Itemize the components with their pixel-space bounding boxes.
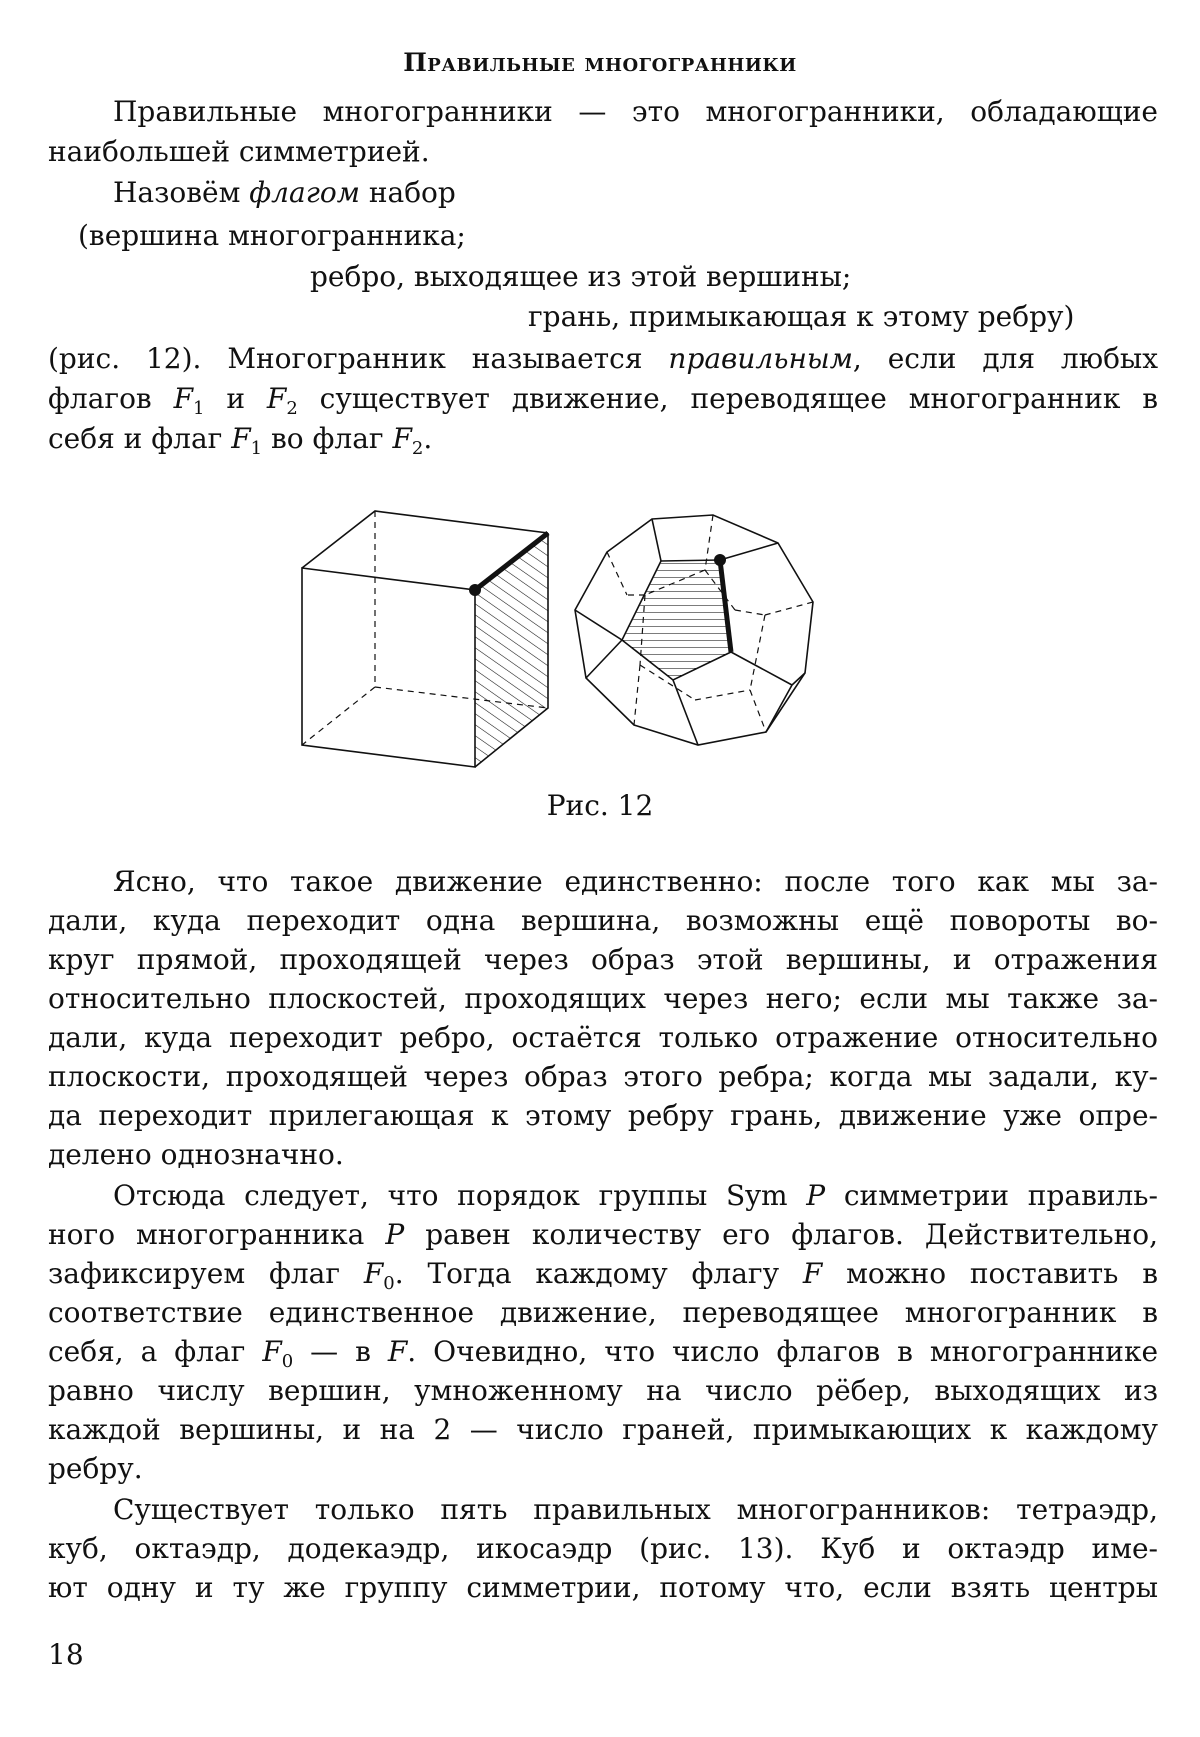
- intro-line-1: Правильные многогранники — это многогранники, обладающие: [113, 95, 1158, 128]
- paragraph-line: дали, куда переходит ребро, остаётся только отражение относительно: [48, 1021, 1158, 1054]
- hatched-face: [622, 560, 731, 680]
- math-subscript: 0: [383, 1273, 395, 1294]
- paragraph-line: [48, 1332, 1158, 1372]
- paragraph-line: относительно плоскостей, проходящих через него; если мы также за-: [48, 982, 1158, 1015]
- flag-item-face: грань, примыкающая к этому ребру): [528, 300, 1075, 333]
- math-sym: Sym: [726, 1179, 807, 1212]
- math-F: F: [262, 1335, 282, 1368]
- text-run: можно поставить в: [822, 1257, 1158, 1290]
- flag-vertex: [714, 554, 726, 566]
- paragraph-line: [48, 1254, 1158, 1294]
- paragraph-line: равно числу вершин, умноженному на число рёбер, выходящих из: [48, 1374, 1158, 1407]
- paragraph-line: каждой вершины, и на 2 — число граней, примыкающих к каждому: [48, 1413, 1158, 1446]
- paragraph-line: плоскости, проходящей через образ этого ребра; когда мы задали, ку-: [48, 1060, 1158, 1093]
- flag-item-vertex: (вершина многогранника;: [78, 219, 466, 252]
- dodecahedron-drawing: [575, 515, 813, 745]
- term-flag: флагом: [249, 176, 360, 209]
- math-F: F: [173, 382, 194, 415]
- math-subscript: 0: [281, 1351, 294, 1372]
- paragraph-line: [113, 1176, 1158, 1216]
- flag-definition-lead: [113, 173, 1158, 213]
- text-run: зафиксируем флаг: [48, 1257, 364, 1290]
- definition-line-3: [48, 419, 1158, 459]
- paragraph-line: делено однозначно.: [48, 1138, 344, 1171]
- text-run: Отсюда следует, что порядок группы: [113, 1179, 727, 1212]
- paragraph-line: куб, октаэдр, додекаэдр, икосаэдр (рис. 13). Куб и октаэдр име-: [48, 1532, 1158, 1565]
- definition-line-2: [48, 379, 1158, 419]
- hatched-face: [475, 533, 548, 767]
- paragraph-line: да переходит прилегающая к этому ребру грань, движение уже опре-: [48, 1099, 1158, 1132]
- paragraph-line: Ясно, что такое движение единственно: после того как мы за-: [113, 865, 1158, 898]
- cube-drawing: [302, 511, 548, 767]
- paragraph-line: дали, куда переходит одна вершина, возможны ещё повороты во-: [48, 904, 1158, 937]
- figure-12: [295, 500, 915, 780]
- math-F: F: [231, 422, 251, 455]
- term-regular: правильным: [668, 342, 853, 375]
- math-F: F: [266, 382, 287, 415]
- paragraph-line: Существует только пять правильных многогранников: тетраэдр,: [113, 1493, 1158, 1526]
- figure-caption: Рис. 12: [546, 789, 654, 822]
- cube-front-face: [302, 568, 475, 767]
- text-run: симметрии правиль-: [825, 1179, 1158, 1212]
- math-P: P: [385, 1218, 405, 1251]
- intro-line-2: наибольшей симметрией.: [48, 135, 430, 168]
- text-run: набор: [359, 176, 456, 209]
- text-run: себя и флаг: [48, 422, 232, 455]
- paragraph-line: круг прямой, проходящей через образ этой вершины, и отражения: [48, 943, 1158, 976]
- paragraph-line: [48, 1215, 1158, 1255]
- math-subscript: 2: [411, 438, 424, 459]
- paragraph-line: ребру.: [48, 1452, 143, 1485]
- flag-item-edge: ребро, выходящее из этой вершины;: [310, 260, 852, 293]
- text-run: (рис. 12). Многогранник называется: [48, 342, 669, 375]
- text-run: — в: [293, 1335, 388, 1368]
- math-F: F: [387, 1335, 408, 1368]
- text-run: и: [204, 382, 267, 415]
- math-subscript: 1: [193, 398, 205, 419]
- text-run: во флаг: [262, 422, 393, 455]
- paragraph-line: соответствие единственное движение, переводящее многогранник в: [48, 1296, 1158, 1329]
- definition-line-1: [48, 339, 1158, 379]
- math-subscript: 2: [286, 398, 298, 419]
- paragraph-line: ют одну и ту же группу симметрии, потому что, если взять центры: [48, 1571, 1158, 1604]
- text-run: равен количеству его флагов. Действительно,: [404, 1218, 1158, 1251]
- text-run: Назовём: [113, 176, 250, 209]
- page-number: 18: [48, 1638, 84, 1671]
- text-run: . Тогда каждому флагу: [394, 1257, 803, 1290]
- text-run: флагов: [48, 382, 174, 415]
- text-run: себя, а флаг: [48, 1335, 263, 1368]
- math-subscript: 1: [250, 438, 263, 459]
- section-heading: Правильные многогранники: [403, 48, 797, 77]
- text-run: ного многогранника: [48, 1218, 386, 1251]
- flag-vertex: [469, 584, 481, 596]
- text-run: . Очевидно, что число флагов в многограннике: [407, 1335, 1159, 1368]
- math-P: P: [806, 1179, 826, 1212]
- text-run: существует движение, переводящее многогранник в: [297, 382, 1159, 415]
- text-run: .: [423, 422, 433, 455]
- math-F: F: [802, 1257, 823, 1290]
- math-F: F: [392, 422, 412, 455]
- text-run: , если для любых: [852, 342, 1159, 375]
- math-F: F: [363, 1257, 384, 1290]
